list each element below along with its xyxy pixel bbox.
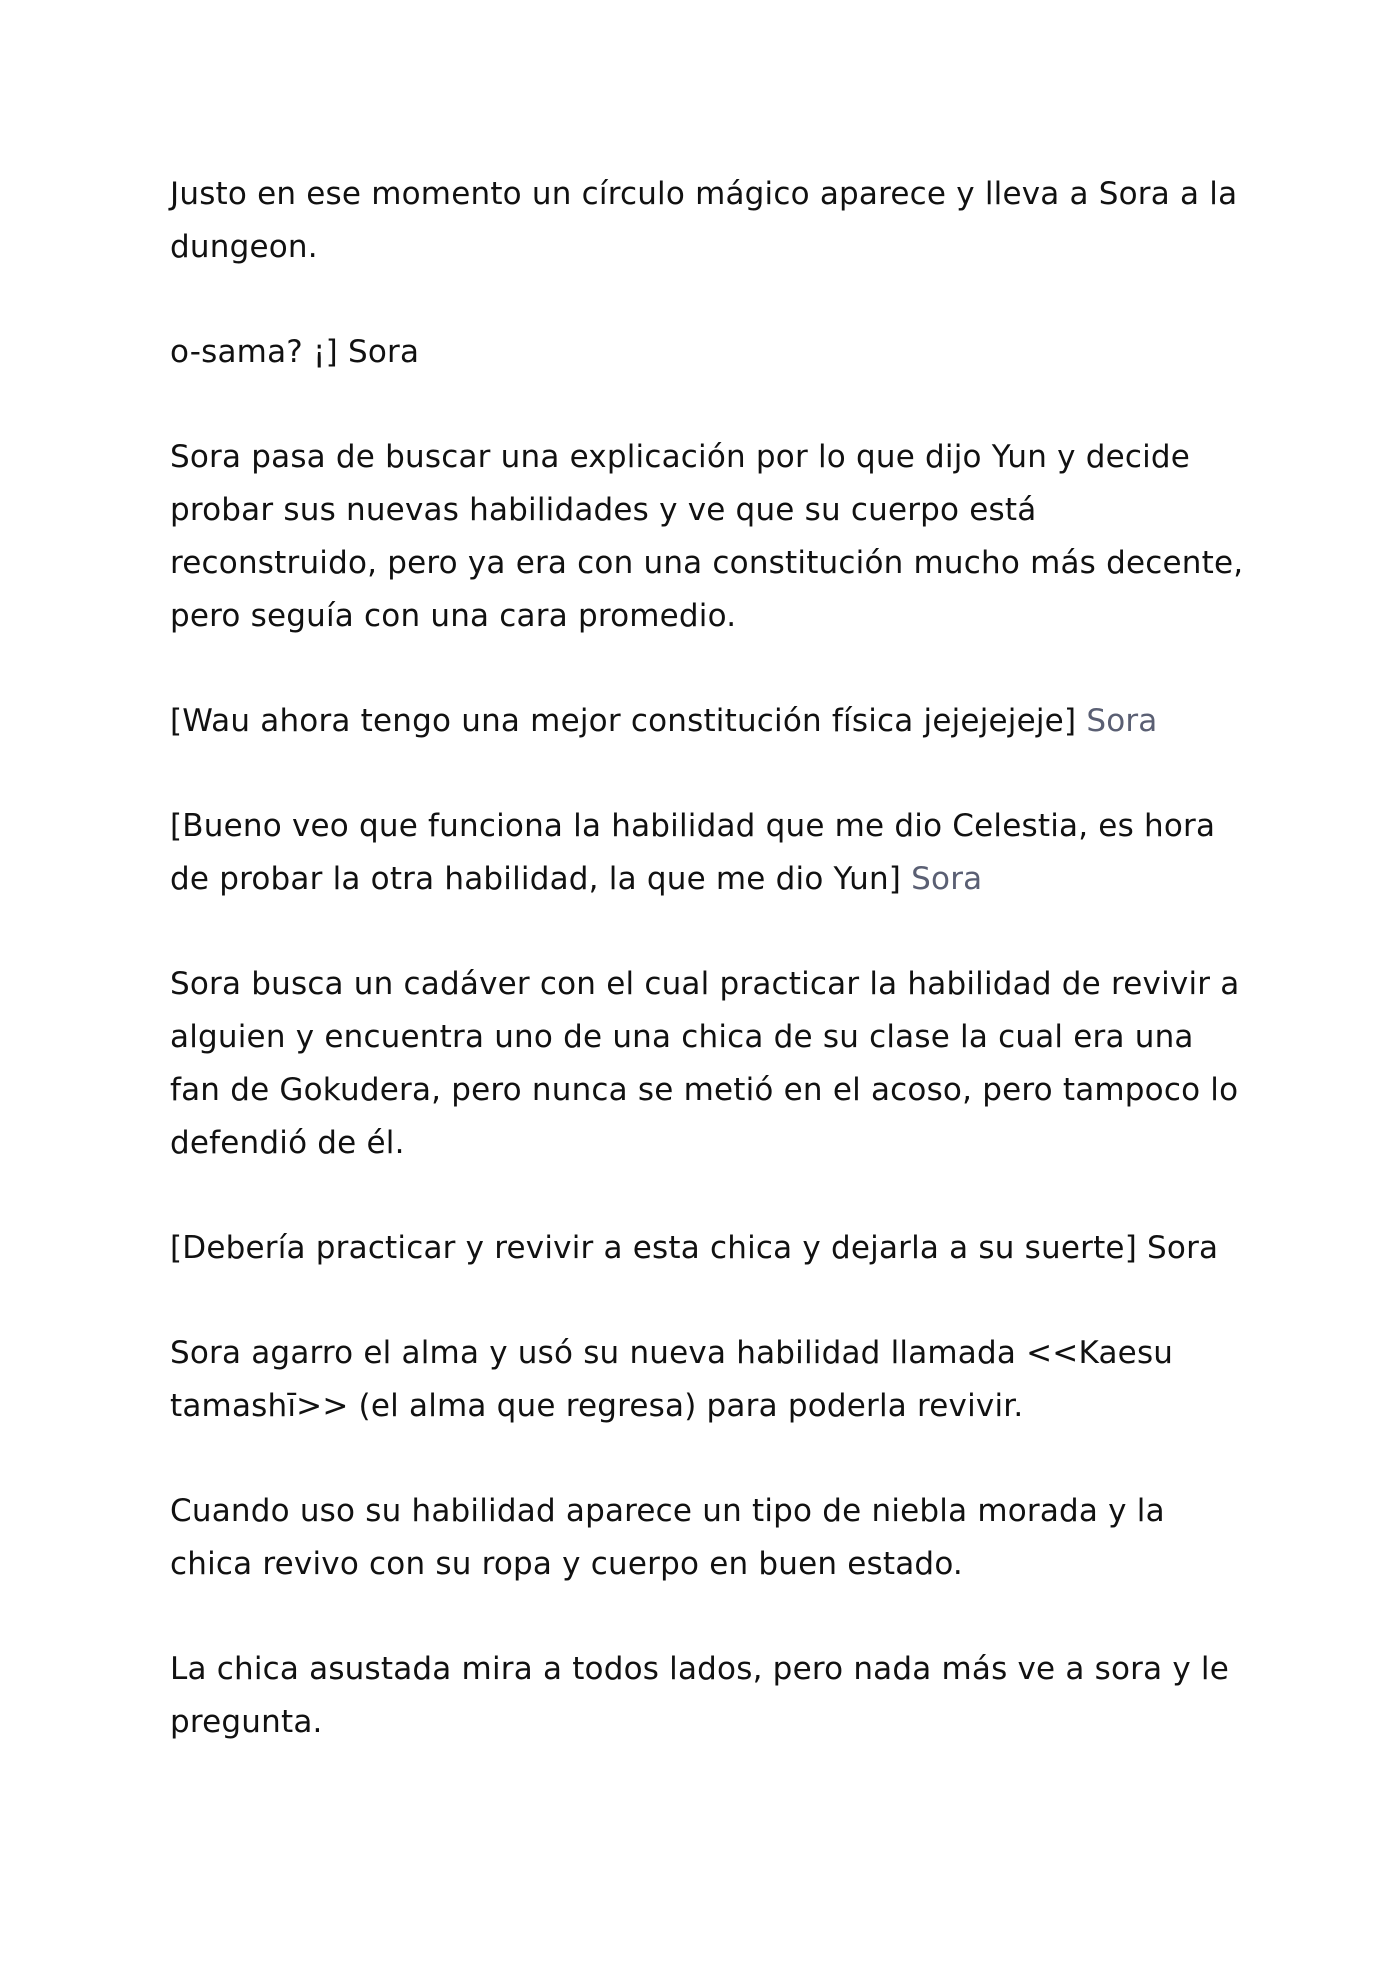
speaker-tag: Sora: [911, 861, 983, 897]
speaker-tag: Sora: [1086, 703, 1158, 739]
paragraph: Justo en ese momento un círculo mágico aparece y lleva a Sora a la dungeon.: [170, 176, 1238, 265]
document-body: [170, 168, 1250, 1801]
paragraph: o-sama? ¡] Sora: [170, 334, 420, 370]
paragraph: La chica asustada mira a todos lados, pero nada más ve a sora y le pregunta.: [170, 1651, 1230, 1740]
paragraph: [Wau ahora tengo una mejor constitución física jejejejeje] Sora: [170, 703, 1158, 739]
paragraph: Cuando uso su habilidad aparece un tipo de niebla morada y la chica revivo con su ropa y cuerpo en buen estado.: [170, 1493, 1165, 1582]
paragraph: [Bueno veo que funciona la habilidad que me dio Celestia, es hora de probar la otra habilidad, la que me dio Yun] Sora: [170, 808, 1216, 897]
paragraph: Sora pasa de buscar una explicación por lo que dijo Yun y decide probar sus nuevas habilidades y ve que su cuerpo está reconstruido, pero ya era con una constitución mucho más decente, pero seguía con una cara promedio.: [170, 439, 1244, 634]
paragraph: Sora busca un cadáver con el cual practicar la habilidad de revivir a alguien y encuentra uno de una chica de su clase la cual era una fan de Gokudera, pero nunca se metió en el acoso, pero tampoco lo defendió de él.: [170, 966, 1240, 1161]
paragraph: Sora agarro el alma y usó su nueva habilidad llamada <<Kaesu tamashī>> (el alma que regresa) para poderla revivir.: [170, 1335, 1174, 1424]
paragraph: [Debería practicar y revivir a esta chica y dejarla a su suerte] Sora: [170, 1230, 1219, 1266]
